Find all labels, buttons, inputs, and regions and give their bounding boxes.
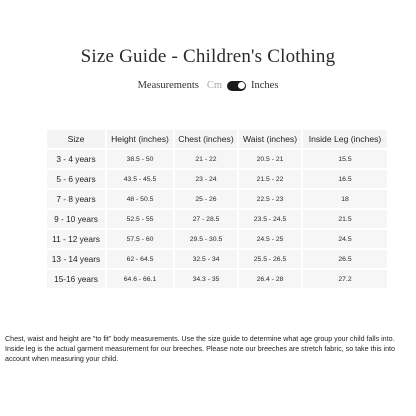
column-header: Chest (inches) bbox=[175, 130, 237, 148]
toggle-knob bbox=[238, 82, 245, 89]
waist-cell: 25.5 - 26.5 bbox=[239, 250, 301, 268]
inside-leg-cell: 24.5 bbox=[303, 230, 387, 248]
height-cell: 62 - 64.5 bbox=[107, 250, 173, 268]
size-cell: 5 - 6 years bbox=[47, 170, 105, 188]
waist-cell: 26.4 - 28 bbox=[239, 270, 301, 288]
height-cell: 64.6 - 66.1 bbox=[107, 270, 173, 288]
column-header: Waist (inches) bbox=[239, 130, 301, 148]
column-header: Height (inches) bbox=[107, 130, 173, 148]
chest-cell: 25 - 26 bbox=[175, 190, 237, 208]
size-guide-note: Chest, waist and height are "to fit" body measurements. Use the size guide to determine what age group your child falls into. Inside leg is the actual garment measurement for our breeches. Please note our breeches are stretch fabric, so take this into account when measuring your child. bbox=[5, 335, 395, 363]
unit-toggle-switch[interactable] bbox=[227, 81, 246, 91]
waist-cell: 20.5 - 21 bbox=[239, 150, 301, 168]
table-row bbox=[47, 250, 387, 268]
waist-cell: 23.5 - 24.5 bbox=[239, 210, 301, 228]
inside-leg-cell: 26.5 bbox=[303, 250, 387, 268]
waist-cell: 22.5 - 23 bbox=[239, 190, 301, 208]
unit-inches-option[interactable]: Inches bbox=[251, 80, 279, 91]
size-table bbox=[45, 128, 389, 290]
size-cell: 7 - 8 years bbox=[47, 190, 105, 208]
inside-leg-cell: 18 bbox=[303, 190, 387, 208]
height-cell: 57.5 - 60 bbox=[107, 230, 173, 248]
page-title: Size Guide - Children's Clothing bbox=[80, 46, 336, 67]
waist-cell: 24.5 - 25 bbox=[239, 230, 301, 248]
inside-leg-cell: 21.5 bbox=[303, 210, 387, 228]
unit-cm-option[interactable]: Cm bbox=[206, 80, 222, 91]
chest-cell: 27 - 28.5 bbox=[175, 210, 237, 228]
size-cell: 3 - 4 years bbox=[47, 150, 105, 168]
column-header: Inside Leg (inches) bbox=[303, 130, 387, 148]
inside-leg-cell: 27.2 bbox=[303, 270, 387, 288]
chest-cell: 23 - 24 bbox=[175, 170, 237, 188]
height-cell: 48 - 50.5 bbox=[107, 190, 173, 208]
inside-leg-cell: 16.5 bbox=[303, 170, 387, 188]
table-row bbox=[47, 210, 387, 228]
chest-cell: 34.3 - 35 bbox=[175, 270, 237, 288]
table-row bbox=[47, 170, 387, 188]
table-header-row bbox=[47, 130, 387, 148]
height-cell: 52.5 - 55 bbox=[107, 210, 173, 228]
height-cell: 38.5 - 50 bbox=[107, 150, 173, 168]
table-row bbox=[47, 190, 387, 208]
size-cell: 11 - 12 years bbox=[47, 230, 105, 248]
size-cell: 13 - 14 years bbox=[47, 250, 105, 268]
table-row bbox=[47, 270, 387, 288]
measurement-unit-selector bbox=[0, 80, 416, 91]
table-row bbox=[47, 150, 387, 168]
size-cell: 9 - 10 years bbox=[47, 210, 105, 228]
chest-cell: 32.5 - 34 bbox=[175, 250, 237, 268]
chest-cell: 21 - 22 bbox=[175, 150, 237, 168]
table-row bbox=[47, 230, 387, 248]
height-cell: 43.5 - 45.5 bbox=[107, 170, 173, 188]
chest-cell: 29.5 - 30.5 bbox=[175, 230, 237, 248]
measurements-label: Measurements bbox=[137, 80, 199, 91]
waist-cell: 21.5 - 22 bbox=[239, 170, 301, 188]
inside-leg-cell: 15.5 bbox=[303, 150, 387, 168]
size-cell: 15-16 years bbox=[47, 270, 105, 288]
column-header: Size bbox=[47, 130, 105, 148]
